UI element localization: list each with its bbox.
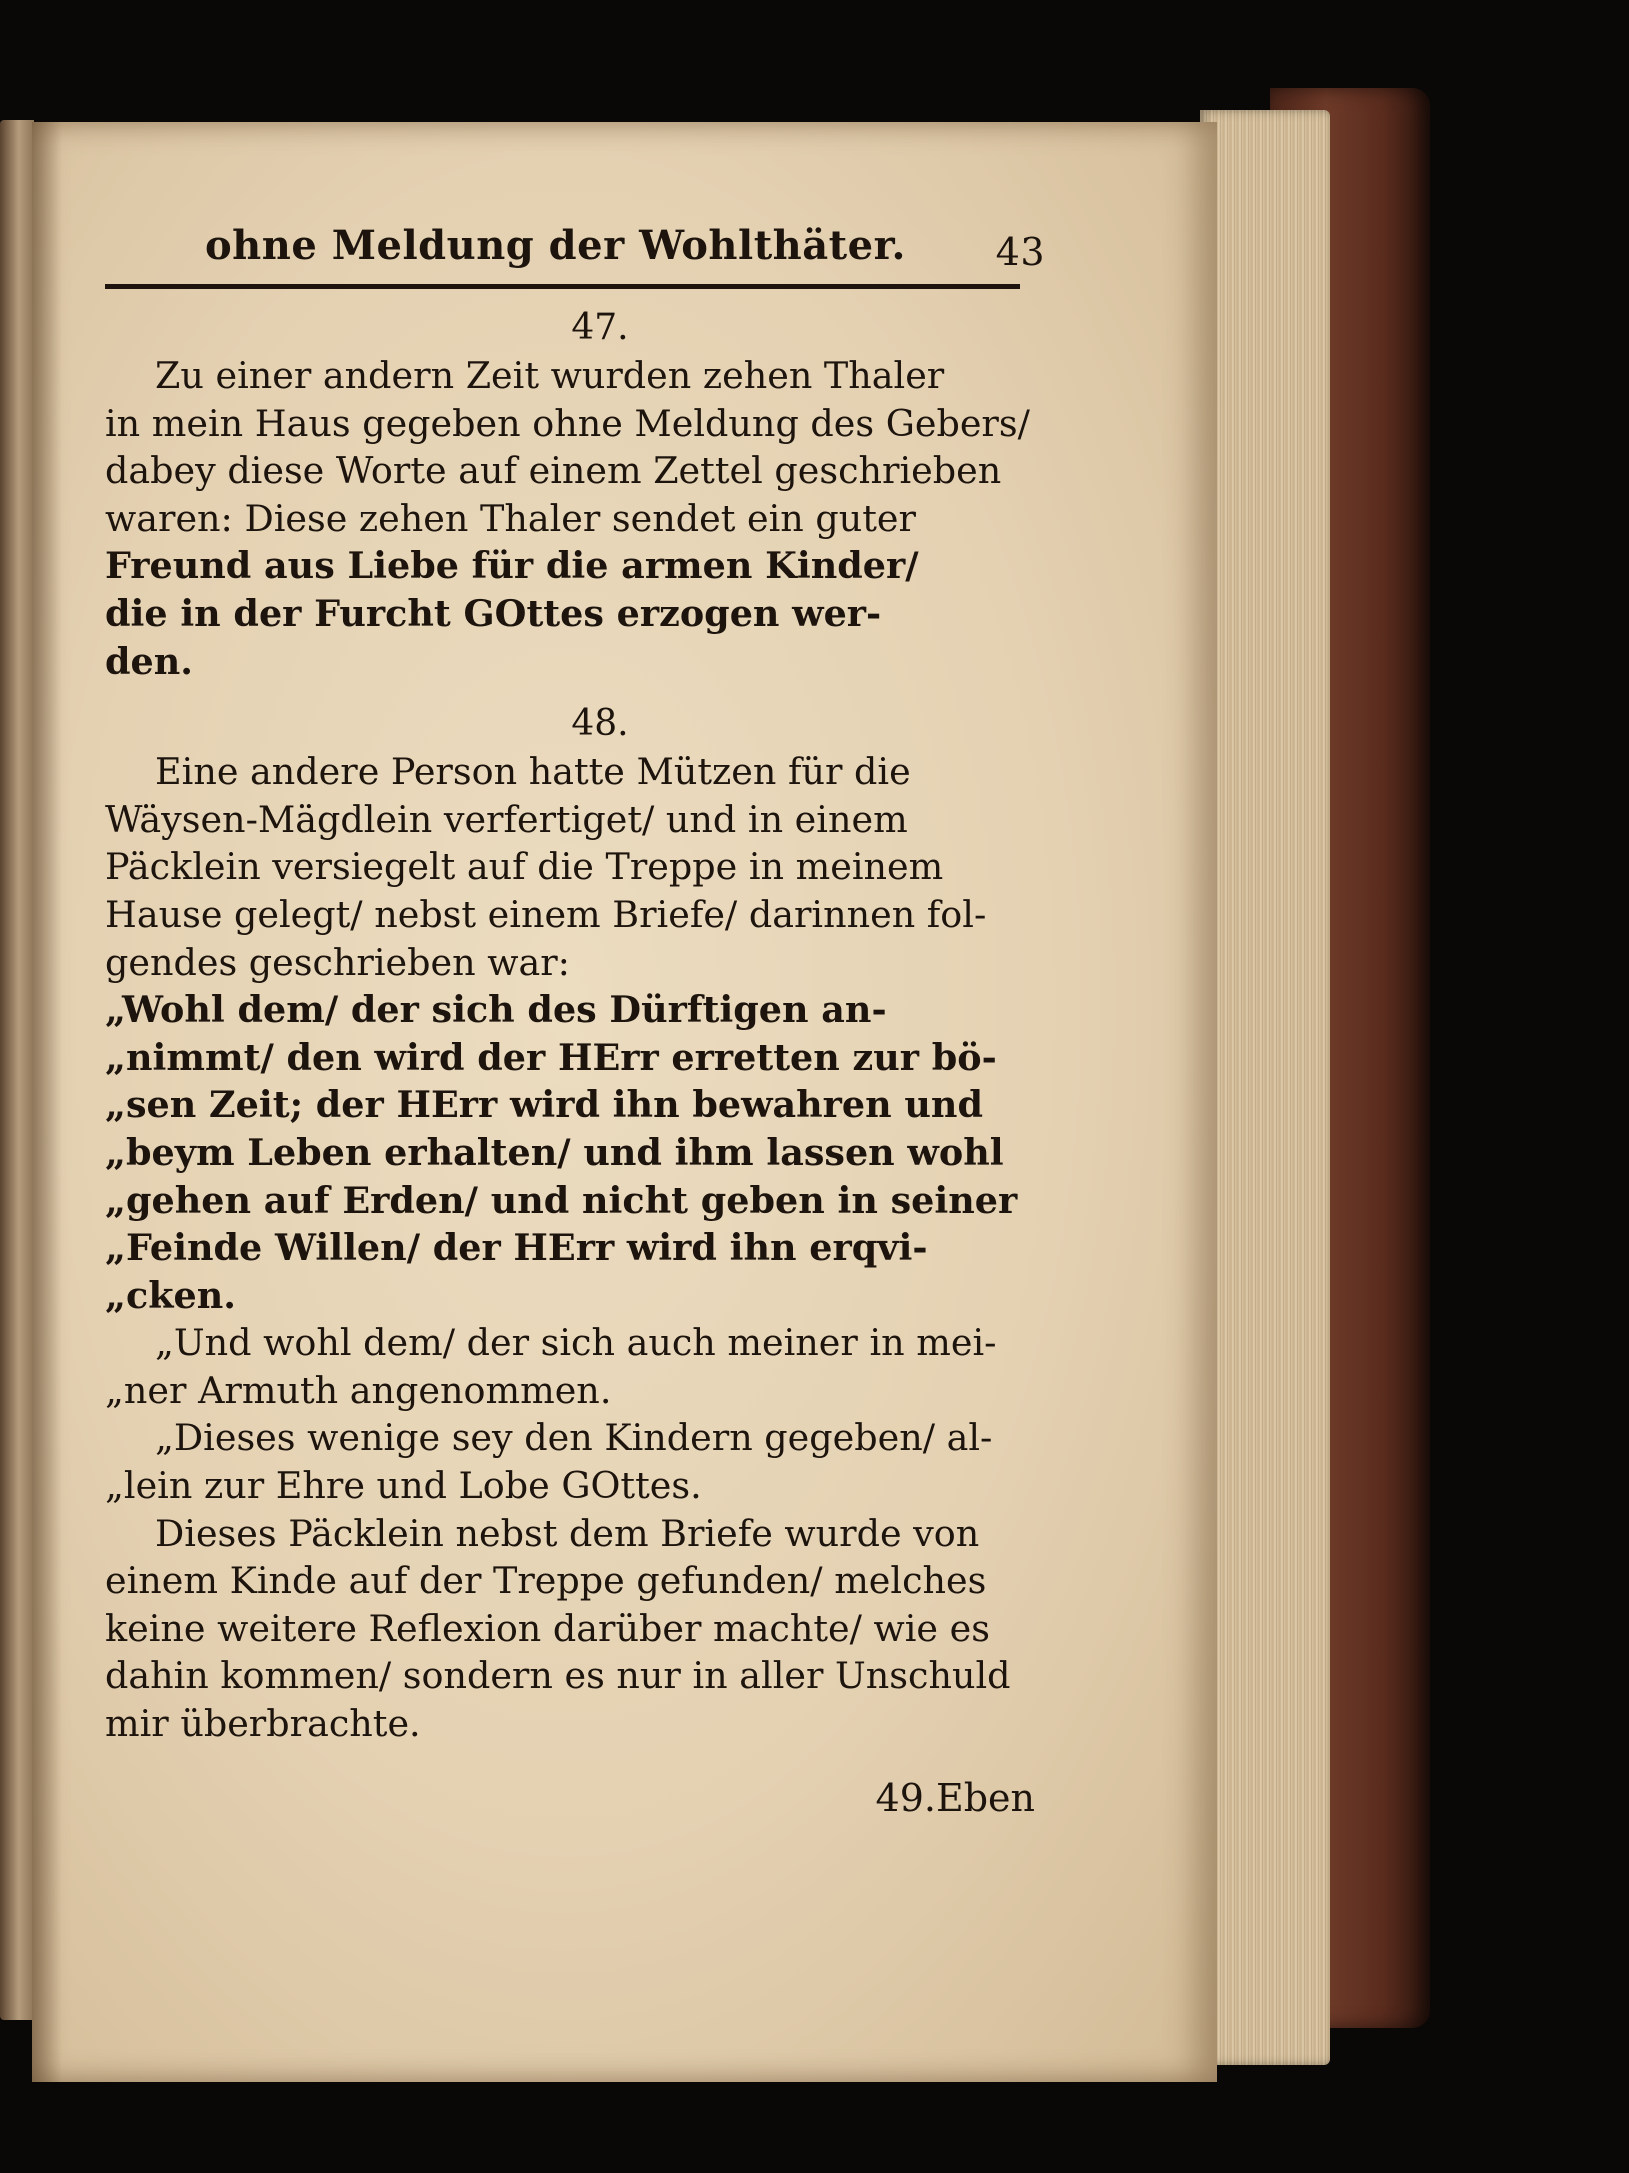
text-line: keine weitere Reflexion darüber machte/ wie es: [105, 1606, 990, 1650]
quote-line: „gehen auf Erden/ und nicht geben in seiner: [105, 1178, 1018, 1222]
quote-line: „Und wohl dem/ der sich auch meiner in mei-: [155, 1321, 997, 1365]
section-number: 47.: [571, 307, 629, 348]
text-line: Eine andere Person hatte Mützen für die: [155, 750, 911, 794]
text-line: Wäysen-Mägdlein verfertiget/ und in einem: [105, 797, 908, 841]
quote-line: „Wohl dem/ der sich des Dürftigen an-: [105, 988, 887, 1032]
paragraph-48: [105, 748, 1035, 1747]
header-rule: [105, 284, 1020, 289]
page-edges: [1200, 110, 1330, 2065]
facing-page-edge: [0, 120, 34, 2020]
text-line: Hause gelegt/ nebst einem Briefe/ darinnen fol-: [105, 892, 987, 936]
page-header: [105, 210, 1045, 280]
text-line: Dieses Päcklein nebst dem Briefe wurde von: [155, 1511, 980, 1555]
page-number: 43: [995, 230, 1045, 274]
quote-line: „ner Armuth angenommen.: [105, 1368, 612, 1412]
running-title: ohne Meldung der Wohlthäter.: [205, 222, 906, 269]
text-line: die in der Furcht GOttes erzogen wer-: [105, 591, 882, 635]
quote-line: „lein zur Ehre und Lobe GOttes.: [105, 1464, 702, 1508]
text-line: waren: Diese zehen Thaler sendet ein guter: [105, 496, 916, 540]
quote-line: „cken.: [105, 1273, 236, 1317]
paragraph-47: [105, 352, 1035, 685]
quote-line: „Dieses wenige sey den Kindern gegeben/ al-: [155, 1416, 993, 1460]
section-number: 48.: [571, 703, 629, 745]
text-line: mir überbrachte.: [105, 1702, 421, 1746]
text-block: [105, 210, 1045, 1820]
text-line: Freund aus Liebe für die armen Kinder/: [105, 544, 919, 588]
text-line: dahin kommen/ sondern es nur in aller Unschuld: [105, 1654, 1011, 1698]
quote-line: „Feinde Willen/ der HErr wird ihn erqvi-: [105, 1226, 928, 1270]
quote-line: „beym Leben erhalten/ und ihm lassen wohl: [105, 1130, 1004, 1174]
text-line: Päcklein versiegelt auf die Treppe in meinem: [105, 845, 944, 889]
catchword: 49.Eben: [875, 1775, 1035, 1820]
text-line: in mein Haus gegeben ohne Meldung des Gebers/: [105, 401, 1030, 445]
quote-line: „nimmt/ den wird der HErr erretten zur bö-: [105, 1035, 997, 1079]
text-line: Zu einer andern Zeit wurden zehen Thaler: [155, 354, 945, 397]
text-line: dabey diese Worte auf einem Zettel geschrieben: [105, 449, 1002, 493]
text-line: gendes geschrieben war:: [105, 940, 570, 984]
quote-line: „sen Zeit; der HErr wird ihn bewahren und: [105, 1083, 983, 1127]
text-line: einem Kinde auf der Treppe gefunden/ melches: [105, 1559, 987, 1603]
page-gutter: [32, 122, 62, 2082]
text-line: den.: [105, 639, 193, 683]
